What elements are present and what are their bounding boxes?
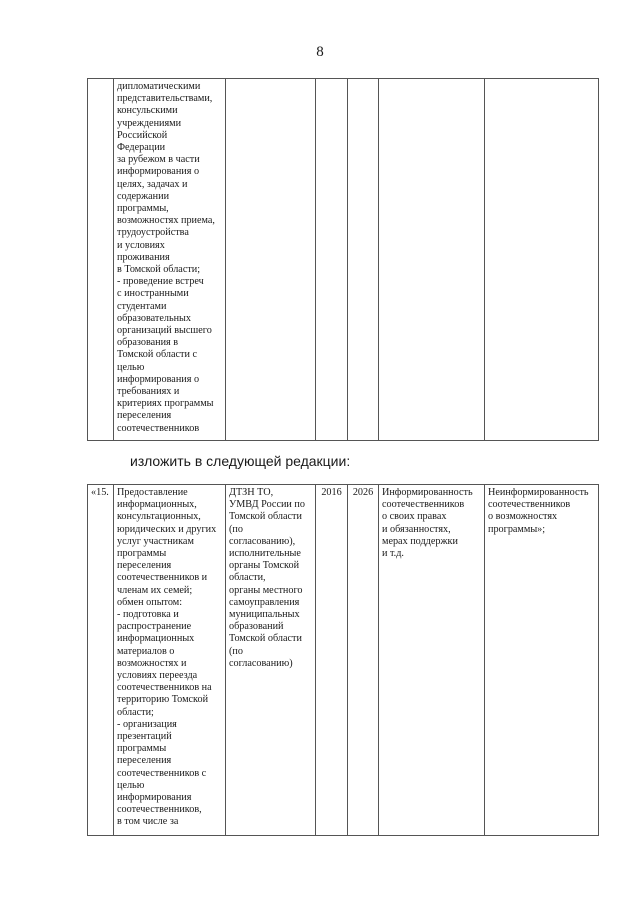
cell-measure: Предоставление информационных, консультационных, юридических и других услуг участникам программы переселения соотечественников и членам их семей; обмен опытом: - подготовка и распространение информационных материалов о возможностях и условиях переезда соотечественников на территорию Томской области; - организация презентаций программы переселения соотечественников с целью информирования соотечественников, в том числе за (114, 485, 226, 836)
cell-measure: дипломатическими представительствами, консульскими учреждениями Российской Федерации за рубежом в части информирования о целях, задачах и содержании программы, возможностях приема, трудоустройства и условиях проживания в Томской области; - проведение встреч с иностранными студентами образовательных организаций высшего образования в Томской области с целью информирования о требованиях и критериях программы переселения соотечественников (114, 79, 226, 441)
cell-result: Информированность соотечественников о своих правах и обязанностях, мерах поддержки и т.д. (379, 485, 485, 836)
cell-end-year: 2026 (348, 485, 379, 836)
cell-risk (485, 79, 599, 441)
table-row (88, 79, 599, 441)
cell-end-year (348, 79, 379, 441)
cell-number: «15. (88, 485, 114, 836)
cell-risk: Неинформированность соотечественников о возможностях программы»; (485, 485, 599, 836)
cell-executors (226, 79, 316, 441)
cell-result (379, 79, 485, 441)
cell-number (88, 79, 114, 441)
table-row (88, 485, 599, 836)
measures-table-old-fragment (87, 78, 599, 441)
cell-executors: ДТЗН ТО, УМВД России по Томской области (по согласованию), исполнительные органы Томской области, органы местного самоуправления муниципальных образований Томской области (по согласованию) (226, 485, 316, 836)
page-number: 8 (316, 44, 324, 60)
cell-start-year (316, 79, 348, 441)
measures-table-new-row (87, 484, 599, 836)
intro-text: изложить в следующей редакции: (130, 453, 351, 469)
cell-start-year: 2016 (316, 485, 348, 836)
